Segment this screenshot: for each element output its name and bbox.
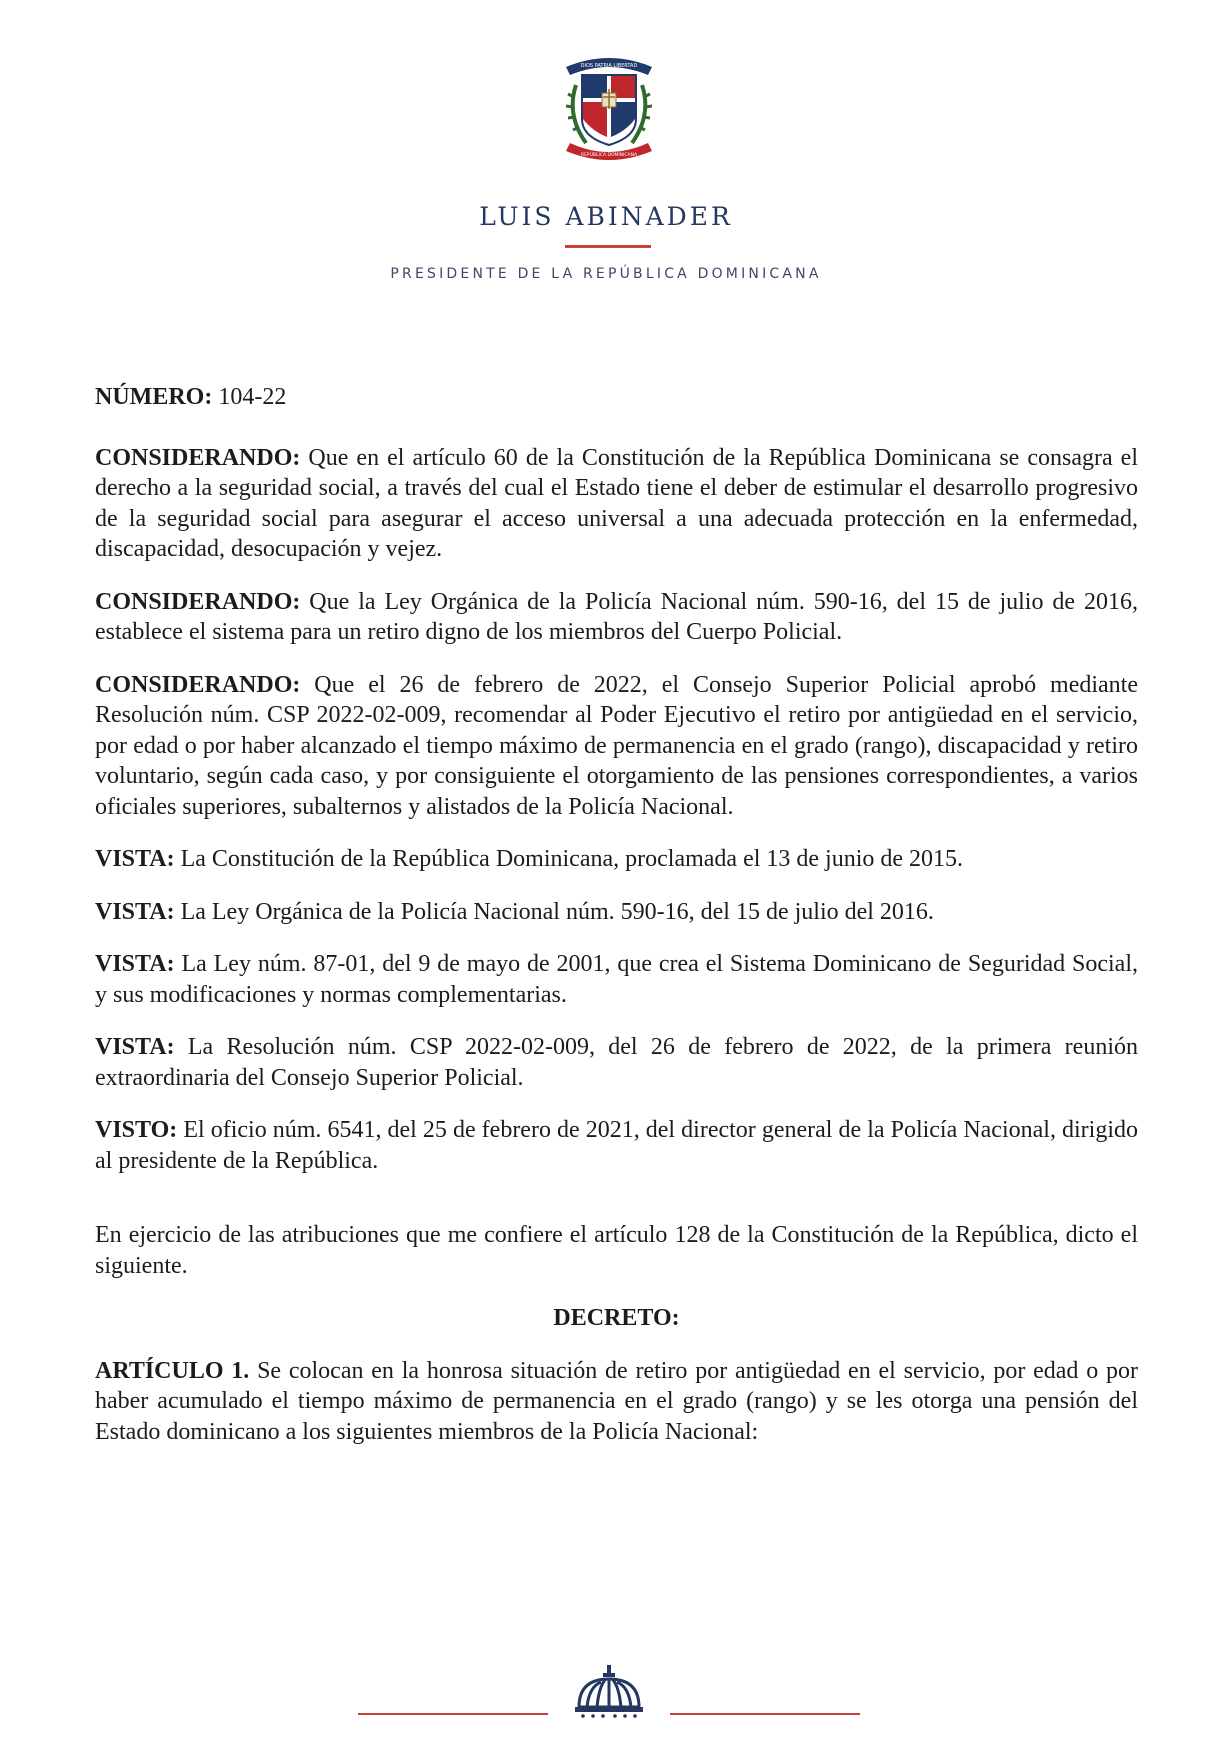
- paragraph-text: Que el 26 de febrero de 2022, el Consejo Superior Policial aprobó mediante Resolución núm. CSP 2022-02-009, recomendar al Poder Ejecutivo el retiro por antigüedad en el servicio, por edad o por haber alcanzado el tiempo máximo de permanencia en el grado (rango), discapacidad y retiro voluntario, según cada caso, y por consiguiente el otorgamiento de las pensiones correspondientes, a varios oficiales superiores, subalternos y alistados de la Policía Nacional.: [95, 671, 1138, 820]
- coat-motto: DIOS PATRIA LIBERTAD: [580, 63, 638, 69]
- document-number: [95, 382, 1138, 413]
- coat-of-arms-icon: [552, 45, 666, 165]
- paragraph-text: Que la Ley Orgánica de la Policía Nacional núm. 590-16, del 15 de julio de 2016, establece el sistema para un retiro digno de los miembros del Cuerpo Policial.: [95, 588, 1138, 645]
- number-label: NÚMERO:: [95, 384, 213, 410]
- article-text: Se colocan en la honrosa situación de retiro por antigüedad en el servicio, por edad o por haber acumulado el tiempo máximo de permanencia en el grado (rango) y se les otorga una pensión del Estado dominicano a los siguientes miembros de la Policía Nacional:: [95, 1357, 1138, 1445]
- paragraph-label: VISTA:: [95, 951, 175, 977]
- paragraph-label: CONSIDERANDO:: [95, 671, 301, 698]
- considerando-2: [95, 587, 1138, 648]
- paragraph-text: El oficio núm. 6541, del 25 de febrero de 2021, del director general de la Policía Nacional, dirigido al presidente de la República.: [95, 1117, 1138, 1174]
- footer-divider-right: [670, 1713, 860, 1715]
- vista-3: [95, 949, 1138, 1010]
- coat-banner: REPÚBLICA DOMINICANA: [580, 153, 638, 158]
- paragraph-label: CONSIDERANDO:: [95, 444, 301, 471]
- paragraph-text: La Ley Orgánica de la Policía Nacional núm. 590-16, del 15 de julio del 2016.: [174, 898, 934, 925]
- number-value: 104-22: [218, 384, 287, 410]
- vista-4: [95, 1032, 1138, 1093]
- vista-1: [95, 844, 1138, 875]
- paragraph-label: VISTO:: [95, 1117, 178, 1143]
- considerando-1: [95, 443, 1138, 565]
- document-body: [95, 382, 1138, 1469]
- preamble: En ejercicio de las atribuciones que me confiere el artículo 128 de la Constitución de la República, dicto el siguiente.: [95, 1222, 1138, 1279]
- paragraph-text: La Resolución núm. CSP 2022-02-009, del 26 de febrero de 2022, de la primera reunión extraordinaria del Consejo Superior Policial.: [95, 1034, 1138, 1091]
- palace-dome-icon: [573, 1663, 645, 1719]
- decree-heading: [95, 1303, 1138, 1334]
- paragraph-label: VISTA:: [95, 898, 175, 925]
- paragraph-text: La Ley núm. 87-01, del 9 de mayo de 2001, que crea el Sistema Dominicano de Seguridad Social, y sus modificaciones y normas complementarias.: [95, 951, 1138, 1008]
- vista-2: [95, 897, 1138, 928]
- paragraph-label: VISTA:: [95, 1034, 175, 1060]
- decree-heading-text: DECRETO:: [553, 1305, 680, 1331]
- paragraph-text: Que en el artículo 60 de la Constitución de la República Dominicana se consagra el derecho a la seguridad social, a través del cual el Estado tiene el deber de estimular el desarrollo progresivo de la seguridad social para asegurar el acceso universal a una adecuada protección en la enfermedad, discapacidad, desocupación y vejez.: [95, 444, 1138, 562]
- article-label: ARTÍCULO 1.: [95, 1357, 250, 1384]
- paragraph-text: La Constitución de la República Dominicana, proclamada el 13 de junio de 2015.: [174, 846, 964, 872]
- name-divider: [565, 245, 651, 248]
- article-1: [95, 1356, 1138, 1448]
- paragraph-label: CONSIDERANDO:: [95, 588, 301, 615]
- president-name: LUIS ABINADER: [479, 202, 733, 231]
- president-title: PRESIDENTE DE LA REPÚBLICA DOMINICANA: [390, 266, 822, 282]
- footer-divider-left: [358, 1713, 548, 1715]
- paragraph-label: VISTA:: [95, 846, 175, 872]
- visto-1: [95, 1115, 1138, 1176]
- considerando-3: [95, 670, 1138, 823]
